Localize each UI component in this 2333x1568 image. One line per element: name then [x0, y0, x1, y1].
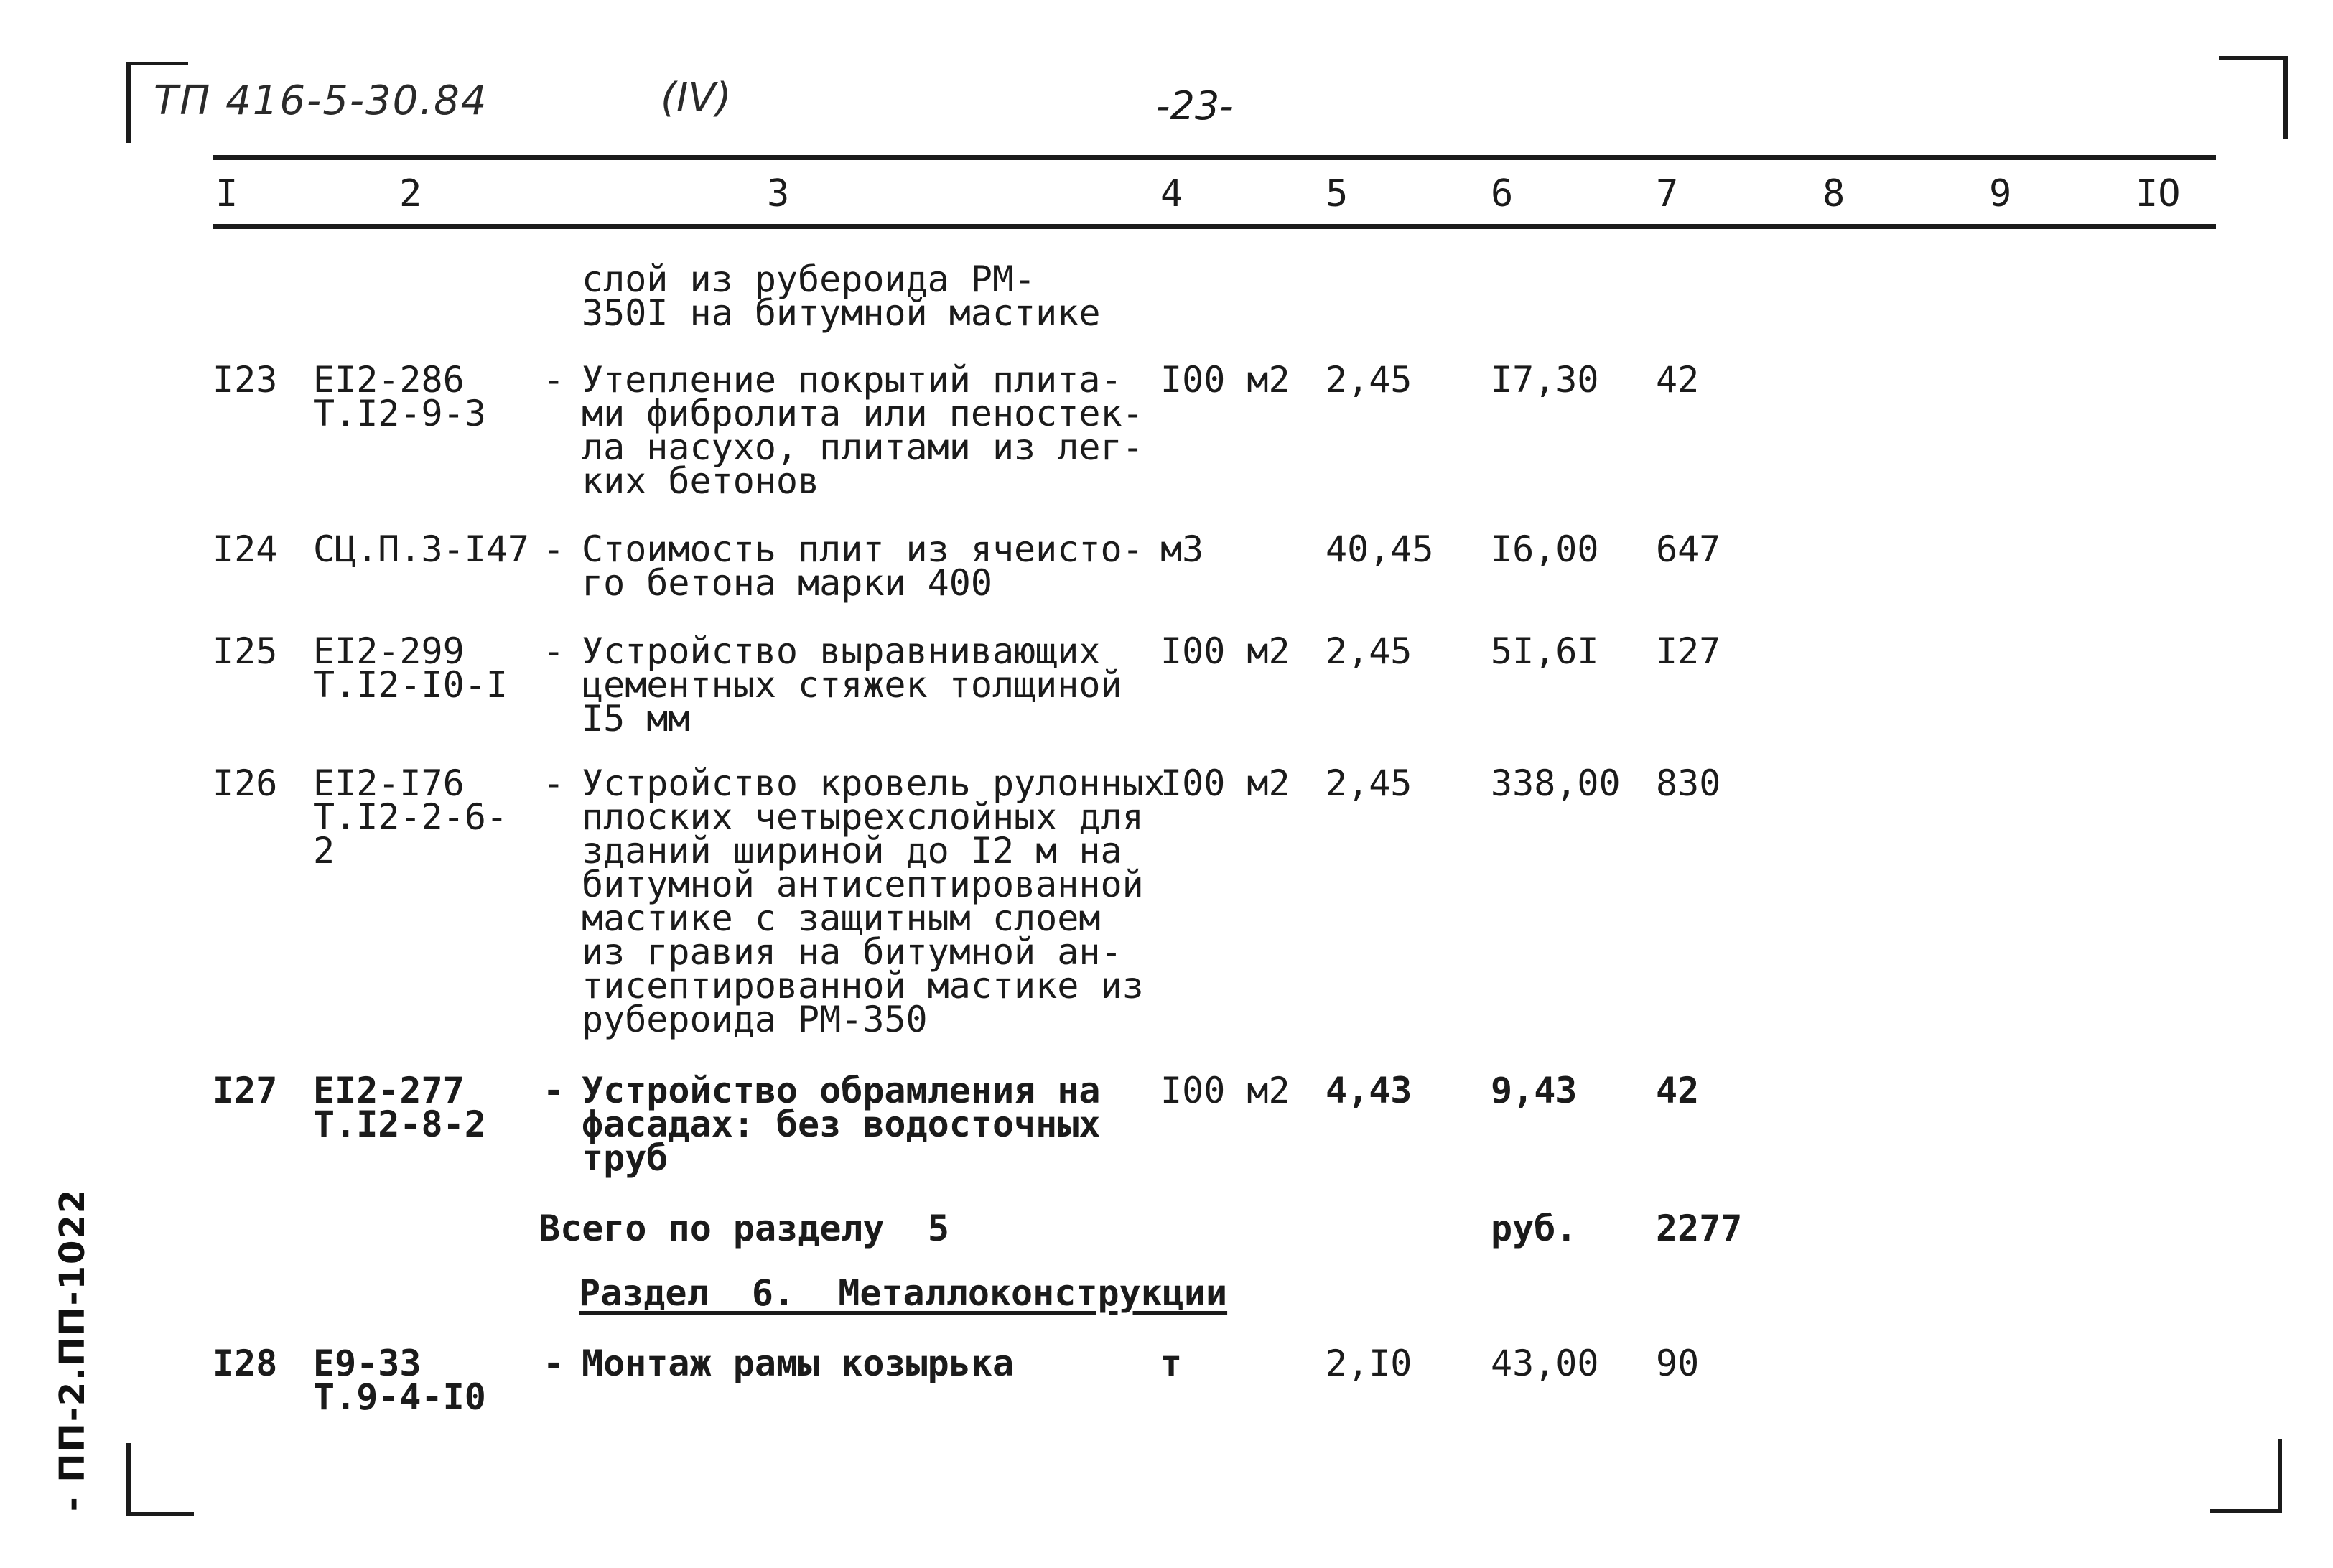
row-124-number: I24 — [213, 528, 278, 570]
row-128-code: E9-33 Т.9-4-I0 — [313, 1343, 486, 1418]
row-126-dash: - — [543, 762, 565, 804]
column-header-5: 5 — [1326, 172, 1349, 215]
row-127-total: 42 — [1656, 1070, 1700, 1111]
row-126-total: 830 — [1656, 762, 1721, 804]
row-124-dash: - — [543, 528, 565, 570]
section-total-value: 2277 — [1656, 1208, 1743, 1249]
row-124-description: Стоимость плит из ячеисто- го бетона марки 400 — [582, 528, 1144, 604]
column-header-1: I — [215, 172, 238, 215]
row-126-description: Устройство кровель рулонных плоских четырехслойных для зданий шириной до I2 м на битумной антисептированной мастике с защитным слоем из гравия на битумной ан- тисептированной мастике из рубероида РМ-350 — [582, 762, 1165, 1040]
column-header-4: 4 — [1160, 172, 1183, 215]
document-code: ТП 416-5-30.84 — [154, 78, 488, 124]
row-125-quantity: 2,45 — [1326, 630, 1412, 672]
row-123-number: I23 — [213, 359, 278, 401]
section-total-unit: руб. — [1491, 1208, 1578, 1249]
row-127-code: EI2-277 Т.I2-8-2 — [313, 1070, 486, 1145]
row-126-quantity: 2,45 — [1326, 762, 1412, 804]
row-124-code: СЦ.П.3-I47 — [313, 528, 530, 570]
row-123-total: 42 — [1656, 359, 1700, 401]
row-128-quantity: 2,I0 — [1326, 1343, 1412, 1384]
row-128-dash: - — [543, 1343, 565, 1384]
row-126-unit: I00 м2 — [1160, 762, 1290, 804]
row-124-total: 647 — [1656, 528, 1721, 570]
row-125-total: I27 — [1656, 630, 1721, 672]
row-127-description: Устройство обрамления на фасадах: без водосточных труб — [582, 1070, 1101, 1179]
column-header-2: 2 — [399, 172, 422, 215]
row-125-number: I25 — [213, 630, 278, 672]
column-header-6: 6 — [1491, 172, 1514, 215]
row-124-quantity: 40,45 — [1326, 528, 1434, 570]
row-124-price: I6,00 — [1491, 528, 1599, 570]
row-125-price: 5I,6I — [1491, 630, 1599, 672]
row-127-dash: - — [543, 1070, 565, 1111]
frame-corner-bottom-left — [126, 1443, 194, 1516]
row-128-unit: т — [1160, 1343, 1183, 1384]
row-127-unit: I00 м2 — [1160, 1070, 1290, 1111]
row-123-code: EI2-286 Т.I2-9-3 — [313, 359, 486, 434]
row-128-price: 43,00 — [1491, 1343, 1599, 1384]
archive-stamp — [47, 1187, 98, 1512]
row-continuation-description: слой из рубероида РМ- 350I на битумной мастике — [582, 258, 1101, 334]
column-header-7: 7 — [1656, 172, 1679, 215]
row-127-number: I27 — [213, 1070, 278, 1111]
row-128-number: I28 — [213, 1343, 278, 1384]
row-127-price: 9,43 — [1491, 1070, 1578, 1111]
row-125-code: EI2-299 Т.I2-I0-I — [313, 630, 508, 706]
section-total-label: Всего по разделу 5 — [539, 1208, 949, 1249]
section-heading: Раздел 6. Металлоконструкции — [579, 1272, 1228, 1314]
row-127-quantity: 4,43 — [1326, 1070, 1412, 1111]
row-123-quantity: 2,45 — [1326, 359, 1412, 401]
row-128-description: Монтаж рамы козырька — [582, 1343, 1015, 1384]
row-126-price: 338,00 — [1491, 762, 1621, 804]
row-126-number: I26 — [213, 762, 278, 804]
row-124-unit: м3 — [1160, 528, 1204, 570]
column-header-10: IO — [2136, 172, 2181, 215]
row-123-description: Утепление покрытий плита- ми фибролита или пеностек- ла насухо, плитами из лег- ких бетонов — [582, 359, 1144, 502]
row-125-unit: I00 м2 — [1160, 630, 1290, 672]
column-header-3: 3 — [767, 172, 790, 215]
row-125-dash: - — [543, 630, 565, 672]
column-header-9: 9 — [1989, 172, 2012, 215]
row-126-code: EI2-I76 Т.I2-2-6- 2 — [313, 762, 508, 872]
archive-stamp-text: - ПП-2.ПП-1022 — [52, 1187, 93, 1512]
row-123-price: I7,30 — [1491, 359, 1599, 401]
frame-corner-top-right — [2219, 56, 2288, 139]
row-125-description: Устройство выравнивающих цементных стяжек толщиной I5 мм — [582, 630, 1122, 739]
row-123-unit: I00 м2 — [1160, 359, 1290, 401]
table-top-rule — [213, 155, 2216, 160]
row-123-dash: - — [543, 359, 565, 401]
row-128-total: 90 — [1656, 1343, 1700, 1384]
header-bottom-rule — [213, 224, 2216, 229]
volume-roman: (IV) — [661, 75, 732, 121]
page-number: -23- — [1156, 83, 1234, 129]
column-header-8: 8 — [1822, 172, 1845, 215]
frame-corner-bottom-right — [2210, 1439, 2282, 1513]
